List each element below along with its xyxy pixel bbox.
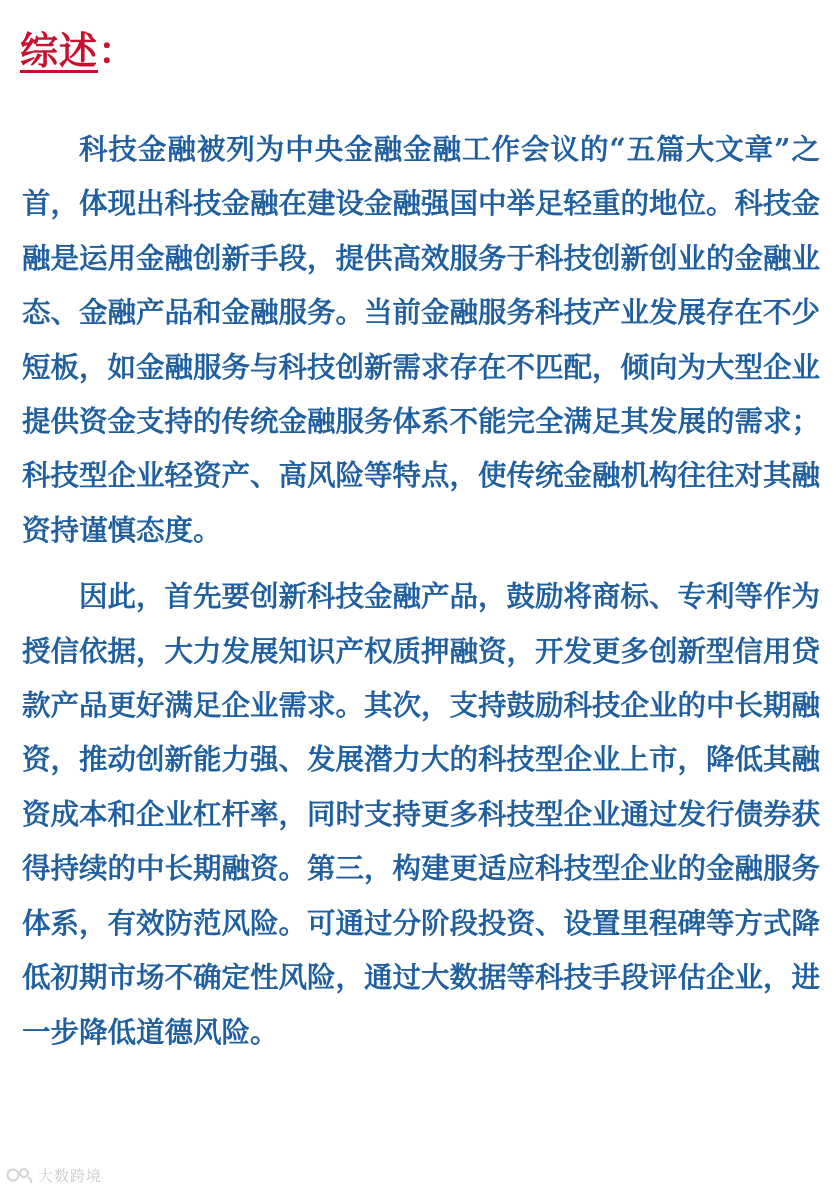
heading-title: 综述 <box>20 28 99 73</box>
section-heading <box>20 28 137 74</box>
watermark-text: 大数跨境 <box>38 1166 103 1185</box>
article-body <box>22 122 820 1059</box>
dashu-logo-icon <box>6 1165 34 1185</box>
paragraph-1: 科技金融被列为中央金融金融工作会议的“五篇大文章”之首，体现出科技金融在建设金融强国中举足轻重的地位。科技金融是运用金融创新手段，提供高效服务于科技创新创业的金融业态、金融产品和金融服务。当前金融服务科技产业发展存在不少短板，如金融服务与科技创新需求存在不匹配，倾向为大型企业提供资金支持的传统金融服务体系不能完全满足其发展的需求；科技型企业轻资产、高风险等特点，使传统金融机构往往对其融资持谨慎态度。 <box>22 132 821 547</box>
heading-colon: ： <box>98 28 138 73</box>
paragraph-2: 因此，首先要创新科技金融产品，鼓励将商标、专利等作为授信依据，大力发展知识产权质押融资，开发更多创新型信用贷款产品更好满足企业需求。其次，支持鼓励科技企业的中长期融资，推动创新能力强、发展潜力大的科技型企业上市，降低其融资成本和企业杠杆率，同时支持更多科技型企业通过发行债券获得持续的中长期融资。第三，构建更适应科技型企业的金融服务体系，有效防范风险。可通过分阶段投资、设置里程碑等方式降低初期市场不确定性风险，通过大数据等科技手段评估企业，进一步降低道德风险。 <box>22 579 821 1049</box>
watermark <box>6 1162 102 1188</box>
